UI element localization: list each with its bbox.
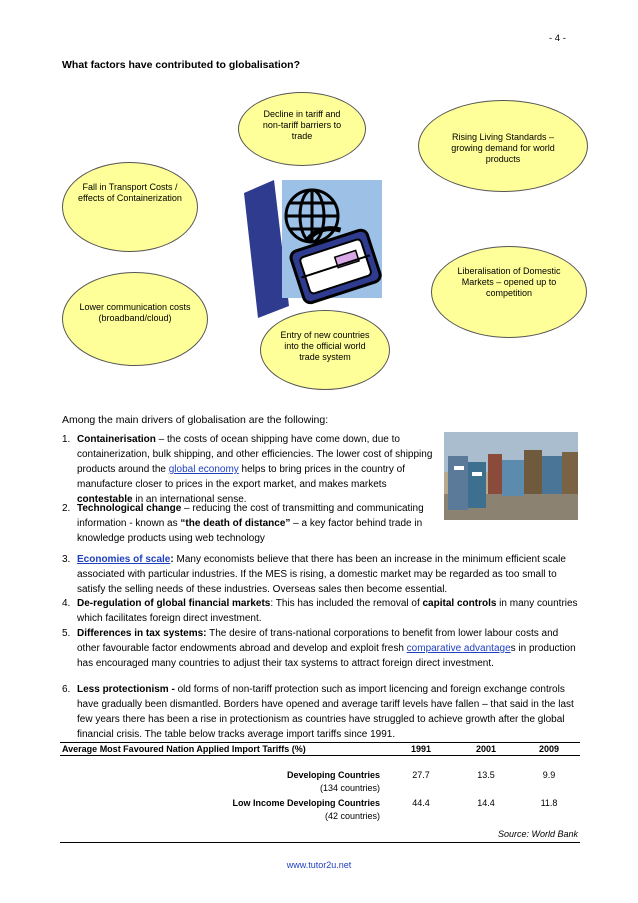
page-number: - 4 - (549, 33, 566, 44)
factor-communication-costs: Lower communication costs (broadband/cloud) (62, 272, 208, 366)
globe-suitcase-clipart (234, 168, 394, 318)
list-item: 6. Less protectionism - old forms of non-tariff protection such as import licencing and foreign exchange controls have gradually been dismantled. Borders have opened and average tariff levels have fallen – that said in the last few years there has been a rise in protectionism as countries have struggled to achieve growth after the global financial crisis. The table below tracks average import tariffs since 1991. (62, 684, 574, 740)
footer-link[interactable]: www.tutor2u.net (286, 860, 352, 870)
economies-of-scale-link[interactable]: Economies of scale (77, 554, 171, 565)
factor-transport-costs: Fall in Transport Costs / effects of Containerization (62, 162, 198, 252)
factor-new-countries: Entry of new countries into the official world trade system (260, 310, 390, 390)
column-header: 2001 (475, 744, 497, 754)
comparative-advantage-link[interactable]: comparative advantage (406, 643, 511, 654)
list-item: 5. Differences in tax systems: The desire of trans-national corporations to benefit from lower labour costs and other favourable factor endowments abroad and develop and exploit fresh comparative advantages in production has encouraged many countries to adjust their tax systems to attract foreign direct investment. (62, 628, 576, 669)
list-item: 1. Containerisation – the costs of ocean shipping have come down, due to containerization, bulk shipping, and other efficiencies. The lower cost of shipping products around the global economy helps to bring prices in the country of manufacture closer to prices in the export market, and makes markets contestable in an international sense. (62, 434, 433, 505)
factor-tariff-barriers: Decline in tariff and non-tariff barriers to trade (238, 92, 366, 166)
global-economy-link[interactable]: global economy (168, 464, 239, 475)
list-item: 2. Technological change – reducing the cost of transmitting and communicating information - known as “the death of distance” – a key factor behind trade in knowledge products using web technology (62, 503, 424, 544)
table-source: Source: World Bank (497, 829, 578, 839)
factor-living-standards: Rising Living Standards – growing demand for world products (418, 100, 588, 192)
column-header: 2009 (538, 744, 560, 754)
list-item: 4. De-regulation of global financial markets: This has included the removal of capital controls in many countries which facilitates foreign direct investment. (62, 598, 578, 624)
list-item: 3. Economies of scale: Many economists believe that there has been an increase in the minimum efficient scale associated with particular industries. If the MES is rising, a domestic market may be regarded as too small to satisfy the selling needs of these industries. Overseas sales then become essential. (62, 554, 566, 595)
table-title: Average Most Favoured Nation Applied Import Tariffs (%) (62, 744, 306, 754)
section-heading: What factors have contributed to globalisation? (62, 59, 301, 71)
container-port-photo (444, 432, 578, 520)
factor-liberalisation: Liberalisation of Domestic Markets – opened up to competition (431, 246, 587, 338)
column-header: 1991 (410, 744, 432, 754)
table-divider (60, 842, 580, 843)
table-header (60, 742, 580, 756)
intro-text: Among the main drivers of globalisation are the following: (62, 414, 329, 426)
